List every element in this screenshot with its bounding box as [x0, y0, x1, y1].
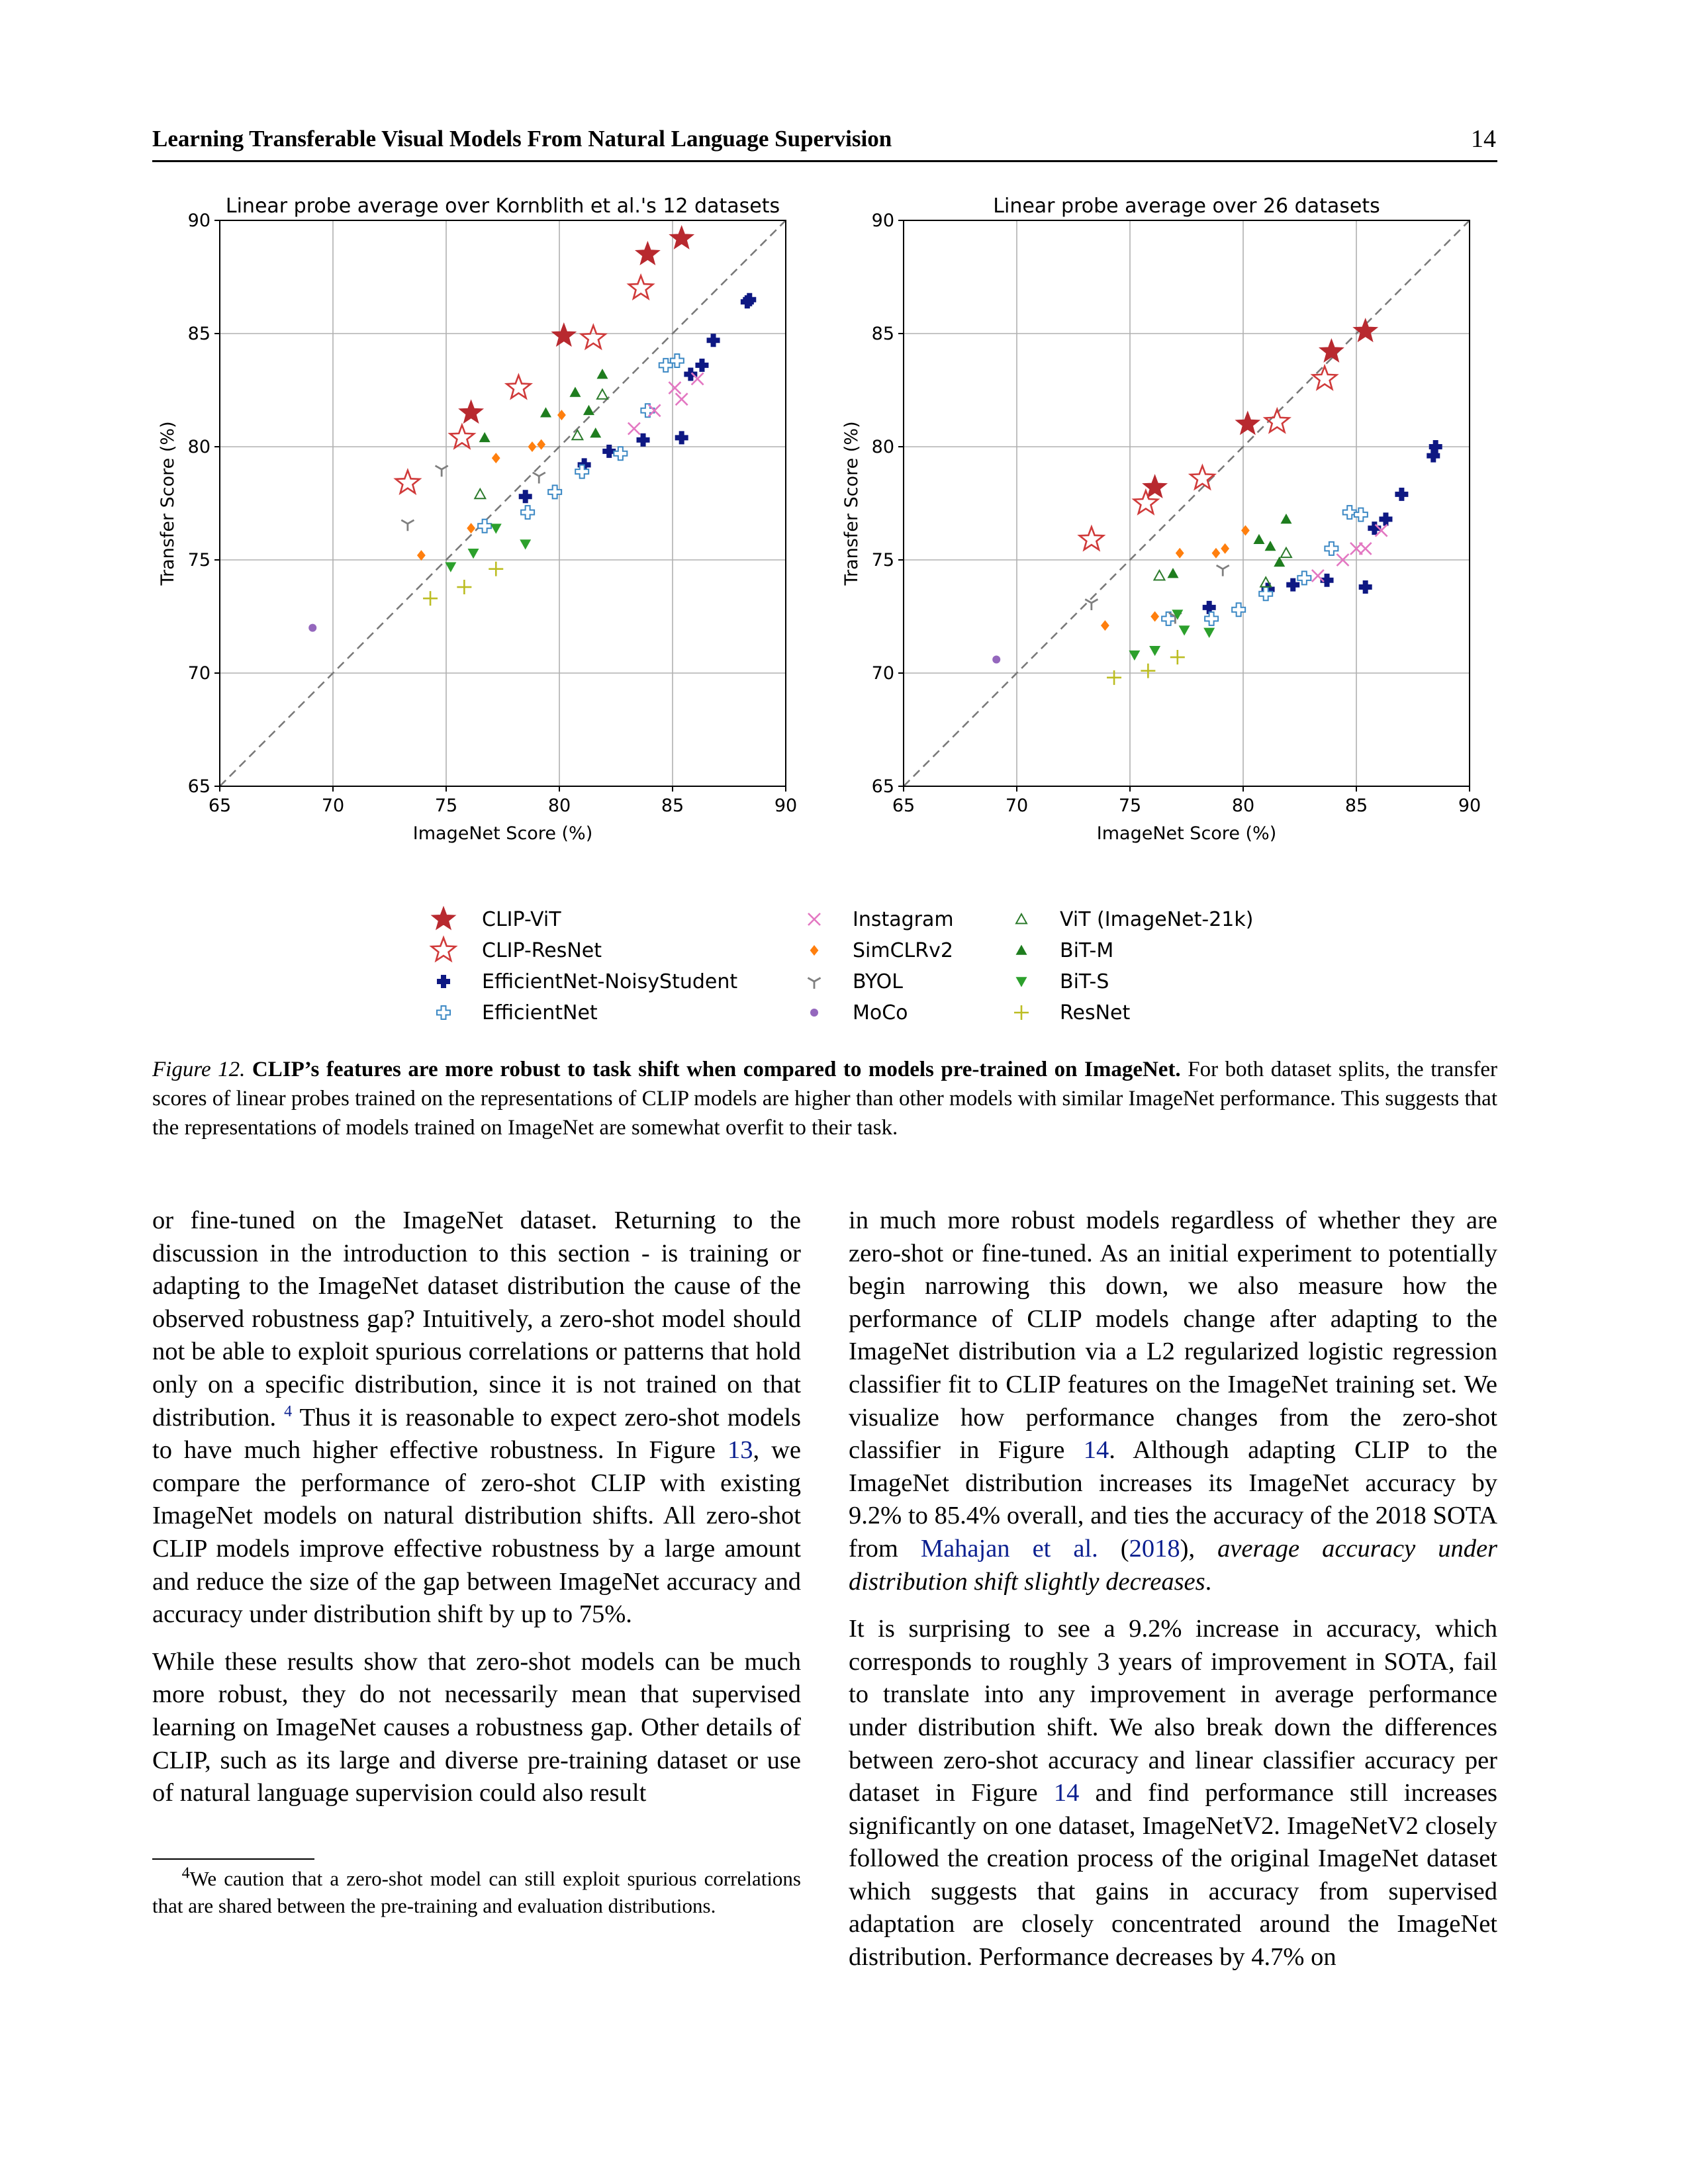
series-bit-m	[1167, 514, 1291, 578]
legend-item-bit-m	[1016, 939, 1114, 962]
legend-label: BYOL	[853, 970, 903, 993]
point-instagram	[1312, 570, 1324, 582]
series-vit-imagenet-21k	[1154, 548, 1291, 587]
point-clip-resnet	[1190, 466, 1214, 488]
legend-item-resnet	[1014, 1001, 1130, 1024]
point-bit-s	[1149, 646, 1160, 656]
footnote-rule	[152, 1858, 314, 1860]
point-simclrv2	[1221, 543, 1229, 554]
point-moco	[992, 655, 1000, 663]
legend-marker-resnet	[1014, 1005, 1029, 1020]
legend-label: CLIP-ResNet	[482, 939, 602, 962]
legend-marker-bit-m	[1016, 945, 1027, 955]
scatter-panel-2	[841, 195, 1481, 844]
legend-marker-instagram	[808, 913, 820, 925]
y-tick-label: 90	[871, 210, 894, 231]
point-efficientnet	[1162, 612, 1175, 625]
citation-close: ),	[1180, 1534, 1196, 1563]
identity-reference-line	[220, 220, 786, 786]
point-efficientnet	[521, 506, 534, 519]
caption-text: For both dataset splits, the transfer scores of linear probes trained on the representations of CLIP models are higher than other models with similar ImageNet performance. This suggests that the representations of models trained on ImageNet are somewhat overfit to their task.	[152, 1058, 1498, 1140]
legend-label: BiT-M	[1060, 939, 1114, 962]
legend-item-clip-vit	[432, 907, 561, 931]
point-vit-imagenet-21k	[1281, 548, 1291, 557]
figure-13-link[interactable]: 13	[727, 1436, 753, 1465]
footnote-4	[152, 1865, 801, 1919]
point-clip-vit	[1236, 412, 1260, 434]
legend-label: SimCLRv2	[853, 939, 953, 962]
legend-label: EfficientNet	[482, 1001, 598, 1024]
point-simclrv2	[1241, 525, 1250, 536]
chart-title: Linear probe average over 26 datasets	[993, 195, 1380, 218]
legend-label: ResNet	[1060, 1001, 1131, 1024]
x-tick-label: 80	[1231, 796, 1255, 816]
caption-bold: CLIP’s features are more robust to task shift when compared to models pre-trained on ImageNet.	[252, 1058, 1181, 1081]
point-efficientnet-noisystudent	[1395, 488, 1408, 501]
x-axis-label: ImageNet Score (%)	[1096, 823, 1277, 844]
point-efficientnet-noisystudent	[519, 490, 532, 503]
series-instagram	[628, 373, 704, 434]
legend-label: Instagram	[853, 908, 954, 931]
point-efficientnet	[478, 520, 491, 533]
point-instagram	[676, 393, 688, 405]
y-tick-label: 65	[187, 776, 211, 797]
left-p1-text-c: , we compare the performance of zero-shot CLIP with existing ImageNet models on natural distribution shifts. All zero-shot CLIP models improve effective robustness by a large amount and reduce the size of the gap between ImageNet accuracy and accuracy under distribution shift by up to 75%.	[152, 1436, 801, 1629]
point-bit-m	[1274, 557, 1285, 567]
point-efficientnet	[1205, 612, 1218, 625]
point-simclrv2	[417, 550, 426, 561]
series-bit-m	[479, 369, 608, 442]
point-clip-vit	[552, 323, 576, 345]
point-simclrv2	[1176, 548, 1184, 559]
point-bit-s	[491, 523, 502, 533]
legend-marker-efficientnet	[437, 1006, 450, 1019]
point-vit-imagenet-21k	[1154, 570, 1164, 580]
left-p1-text-a: or fine-tuned on the ImageNet dataset. Returning to the discussion in the introduction to this section - is training or adapting to the ImageNet dataset distribution the cause of the observed robustness gap? Intuitively, a zero-shot model should not be able to exploit spurious correlations or patterns that hold only on a specific distribution, since it is not trained on that distribution.	[152, 1206, 801, 1432]
point-instagram	[669, 382, 680, 394]
y-tick-label: 80	[871, 437, 894, 457]
point-simclrv2	[1101, 620, 1109, 631]
point-instagram	[628, 423, 640, 435]
point-vit-imagenet-21k	[475, 489, 485, 498]
point-resnet	[489, 562, 503, 576]
figure-caption	[152, 1055, 1497, 1142]
caption-label: Figure 12.	[152, 1058, 246, 1081]
y-tick-label: 75	[871, 550, 894, 570]
citation-year[interactable]: 2018	[1129, 1534, 1180, 1563]
point-efficientnet-noisystudent	[707, 334, 720, 347]
series-resnet	[1107, 650, 1185, 685]
x-tick-label: 90	[774, 796, 798, 816]
scatter-panel-1	[158, 195, 797, 844]
series-efficientnet-noisystudent	[1203, 440, 1442, 614]
legend-item-efficientnet-noisystudent	[437, 970, 737, 993]
footnote-mark: 4	[181, 1864, 190, 1882]
point-efficientnet-noisystudent	[695, 359, 708, 372]
right-p1-text-b: . Although adapting CLIP to the ImageNet distribution increases its ImageNet accuracy by 9.2% to 85.4% overall, and ties the accuracy of the 2018 SOTA from	[849, 1436, 1498, 1563]
legend-marker-clip-resnet	[432, 938, 455, 960]
page-number: 14	[1471, 125, 1496, 153]
point-efficientnet-noisystudent	[684, 368, 697, 381]
point-clip-vit	[670, 226, 694, 248]
legend-label: CLIP-ViT	[482, 908, 561, 931]
legend-item-bit-s	[1016, 970, 1109, 993]
x-tick-label: 80	[547, 796, 571, 816]
right-p1-end: .	[1205, 1567, 1212, 1596]
identity-reference-line	[904, 220, 1470, 786]
legend-label: ViT (ImageNet-21k)	[1060, 908, 1254, 931]
axes-frame	[904, 220, 1470, 786]
footnote-ref-4[interactable]: 4	[284, 1402, 293, 1420]
figure-12	[132, 179, 1523, 1039]
point-simclrv2	[467, 523, 475, 533]
axes-frame	[220, 220, 786, 786]
point-clip-resnet	[581, 326, 605, 348]
x-tick-label: 85	[1344, 796, 1368, 816]
point-clip-resnet	[450, 425, 474, 447]
citation-mahajan[interactable]: Mahajan et al.	[920, 1534, 1098, 1563]
point-resnet	[423, 591, 438, 606]
point-byol	[1085, 599, 1098, 610]
legend-marker-byol	[808, 978, 820, 989]
series-moco	[992, 655, 1000, 663]
x-tick-label: 70	[1005, 796, 1029, 816]
legend-marker-bit-s	[1016, 977, 1027, 987]
point-resnet	[1107, 670, 1121, 685]
legend-marker-moco	[810, 1009, 818, 1017]
point-simclrv2	[492, 453, 500, 463]
legend-marker-efficientnet-noisystudent	[437, 975, 450, 988]
point-resnet	[1170, 650, 1185, 664]
right-paragraph-1	[849, 1205, 1497, 1598]
point-bit-m	[569, 387, 581, 396]
point-efficientnet	[641, 404, 654, 417]
point-bit-m	[596, 369, 608, 379]
point-efficientnet-noisystudent	[675, 431, 688, 444]
right-p1-text-a: in much more robust models regardless of whether they are zero-shot or fine-tuned. As an initial experiment to potentially begin narrowing this down, we also measure how the performance of CLIP models change after adapting to the ImageNet distribution via a L2 regularized logistic regression classifier fit to CLIP features on the ImageNet training set. We visualize how performance changes from the zero-shot classifier in Figure	[849, 1206, 1497, 1465]
point-bit-s	[1129, 651, 1140, 660]
right-p2-text-b: and find performance still increases significantly on one dataset, ImageNetV2. ImageNetV2 closely followed the creation process of the original ImageNet dataset which suggests that gains in accuracy from supervised adaptation are closely concentrated around the ImageNet distribution. Performance decreases by 4.7% on	[849, 1779, 1498, 1972]
series-efficientnet	[478, 354, 684, 533]
legend	[432, 907, 1254, 1024]
legend-marker-clip-vit	[432, 907, 455, 929]
point-clip-vit	[635, 242, 659, 264]
point-efficientnet	[1297, 571, 1311, 584]
citation-open: (	[1098, 1534, 1129, 1563]
point-bit-m	[1265, 541, 1276, 551]
y-tick-label: 75	[187, 550, 211, 570]
legend-item-efficientnet	[437, 1001, 598, 1024]
legend-label: BiT-S	[1060, 970, 1109, 993]
point-vit-imagenet-21k	[597, 389, 608, 398]
point-byol	[401, 520, 414, 531]
point-bit-m	[1253, 534, 1264, 544]
header-rule	[152, 160, 1497, 162]
point-bit-m	[1280, 514, 1291, 523]
running-head-title: Learning Transferable Visual Models From Natural Language Supervision	[152, 126, 892, 152]
left-column	[152, 1205, 801, 1825]
x-axis-label: ImageNet Score (%)	[412, 823, 593, 844]
y-tick-label: 85	[187, 324, 211, 344]
point-byol	[1217, 565, 1229, 576]
footnote-text: We caution that a zero-shot model can still exploit spurious correlations that are shared between the pre-training and evaluation distributions.	[152, 1867, 802, 1917]
x-tick-label: 75	[1118, 796, 1142, 816]
point-efficientnet-noisystudent	[1379, 512, 1392, 525]
point-instagram	[1360, 543, 1372, 555]
point-bit-m	[583, 405, 594, 415]
legend-marker-simclrv2	[810, 945, 819, 956]
series-efficientnet-noisystudent	[519, 293, 757, 504]
series-resnet	[423, 562, 503, 606]
figure-12-svg	[132, 179, 1523, 1039]
x-tick-label: 90	[1458, 796, 1481, 816]
x-tick-label: 65	[892, 796, 915, 816]
point-moco	[308, 624, 316, 632]
point-simclrv2	[557, 410, 566, 420]
point-clip-resnet	[506, 375, 530, 398]
y-tick-label: 70	[871, 663, 894, 684]
point-efficientnet-noisystudent	[1359, 580, 1372, 594]
point-clip-resnet	[1134, 491, 1158, 514]
right-p1-emphasis: average accuracy under distribution shift slightly decreases	[849, 1534, 1498, 1596]
y-tick-label: 80	[187, 437, 211, 457]
x-tick-label: 70	[321, 796, 345, 816]
point-clip-vit	[459, 400, 483, 423]
left-p1-text-b: Thus it is reasonable to expect zero-shot models to have much higher effective robustness. In Figure	[152, 1403, 802, 1465]
point-bit-s	[468, 549, 479, 559]
point-bit-s	[445, 562, 456, 572]
y-tick-label: 70	[187, 663, 211, 684]
point-byol	[533, 473, 545, 484]
series-moco	[308, 624, 316, 632]
x-tick-label: 85	[661, 796, 684, 816]
y-axis-label: Transfer Score (%)	[841, 421, 862, 586]
legend-item-moco	[810, 1001, 908, 1024]
legend-item-instagram	[808, 908, 954, 931]
x-tick-label: 65	[208, 796, 232, 816]
figure-14-link-2[interactable]: 14	[1053, 1779, 1080, 1807]
y-tick-label: 90	[187, 210, 211, 231]
series-clip-resnet	[396, 276, 653, 493]
point-simclrv2	[1212, 548, 1221, 559]
point-efficientnet-noisystudent	[637, 433, 650, 447]
legend-item-simclrv2	[810, 939, 953, 962]
legend-item-clip-resnet	[432, 938, 602, 962]
legend-item-byol	[808, 970, 903, 993]
point-clip-resnet	[1313, 366, 1336, 388]
left-paragraph-1	[152, 1205, 801, 1631]
right-paragraph-2	[849, 1613, 1497, 1974]
chart-title: Linear probe average over Kornblith et al.'s 12 datasets	[225, 195, 780, 218]
legend-label: EfficientNet-NoisyStudent	[482, 970, 738, 993]
y-tick-label: 65	[871, 776, 894, 797]
point-bit-s	[1203, 628, 1215, 638]
legend-label: MoCo	[853, 1001, 908, 1024]
point-clip-vit	[1354, 319, 1378, 341]
series-simclrv2	[417, 410, 566, 561]
point-efficientnet	[614, 447, 627, 460]
point-bit-m	[590, 428, 601, 437]
point-bit-m	[540, 407, 551, 417]
point-clip-resnet	[629, 276, 653, 298]
y-tick-label: 85	[871, 324, 894, 344]
series-clip-vit	[1143, 319, 1378, 498]
legend-item-vit-imagenet-21k	[1016, 908, 1253, 931]
y-axis-label: Transfer Score (%)	[158, 421, 178, 586]
legend-marker-vit-imagenet-21k	[1016, 914, 1027, 923]
point-simclrv2	[537, 439, 545, 450]
right-p2-text-a: It is surprising to see a 9.2% increase in accuracy, which corresponds to roughly 3 years of improvement in SOTA, fail to translate into any improvement in average performance under distribution shift. We also break down the differences between zero-shot accuracy and linear classifier accuracy per dataset in Figure	[849, 1615, 1497, 1807]
x-tick-label: 75	[434, 796, 458, 816]
point-bit-m	[479, 432, 491, 442]
point-clip-resnet	[396, 471, 420, 493]
figure-14-link[interactable]: 14	[1083, 1436, 1109, 1465]
point-bit-m	[1167, 568, 1178, 578]
series-clip-resnet	[1080, 366, 1336, 549]
point-clip-resnet	[1080, 527, 1103, 549]
point-simclrv2	[1150, 612, 1159, 622]
point-resnet	[1141, 664, 1155, 678]
point-bit-s	[520, 539, 531, 549]
point-bit-s	[1179, 625, 1190, 635]
left-paragraph-2: While these results show that zero-shot models can be much more robust, they do not necessarily mean that supervised learning on ImageNet causes a robustness gap. Other details of CLIP, such as its large and diverse pre-training dataset or use of natural language supervision could also result	[152, 1647, 801, 1807]
point-simclrv2	[528, 441, 537, 452]
point-resnet	[457, 580, 471, 594]
point-efficientnet	[1325, 542, 1338, 555]
right-column	[849, 1205, 1497, 1989]
